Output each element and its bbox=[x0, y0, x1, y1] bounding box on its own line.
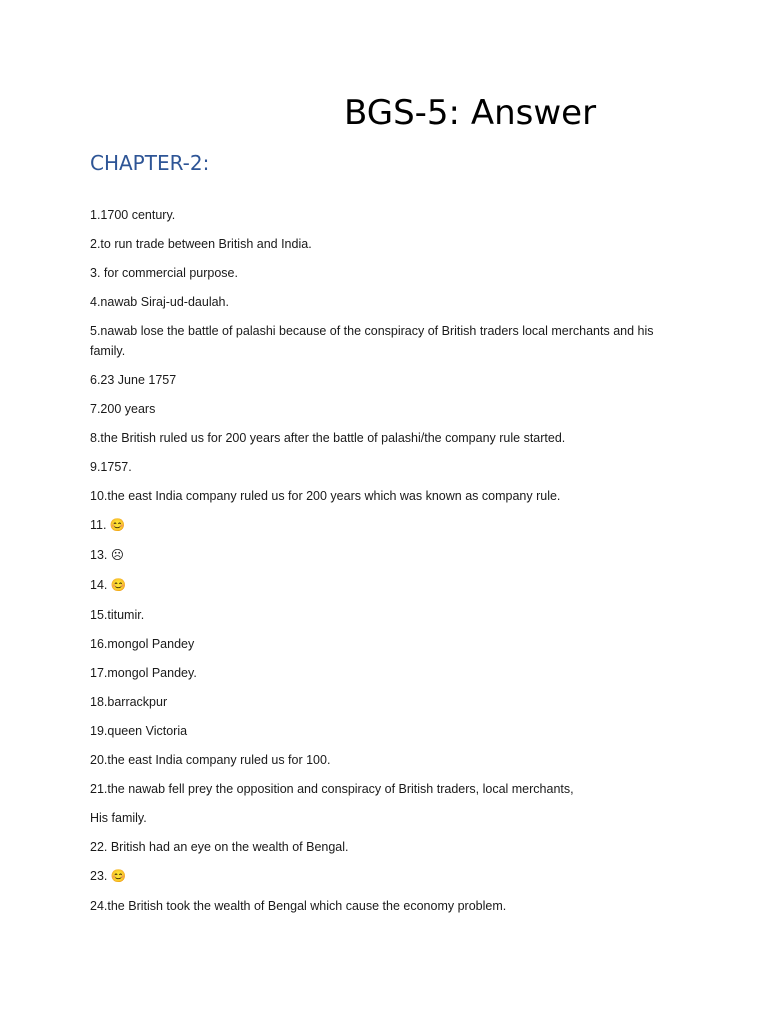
answer-item: 9.1757. bbox=[90, 460, 132, 474]
answer-item: 18.barrackpur bbox=[90, 695, 168, 709]
answer-item: 23. 😊 bbox=[90, 869, 127, 883]
document-title: BGS-5: Answer bbox=[344, 93, 597, 133]
answer-item: 16.mongol Pandey bbox=[90, 637, 195, 651]
answer-item: 3. for commercial purpose. bbox=[90, 266, 238, 280]
answer-item: 1.1700 century. bbox=[90, 208, 176, 222]
answer-item: 17.mongol Pandey. bbox=[90, 666, 197, 680]
answer-item: 6.23 June 1757 bbox=[90, 373, 177, 387]
answer-item: 14. 😊 bbox=[90, 578, 127, 592]
answer-item: 10.the east India company ruled us for 200 years which was known as company rule. bbox=[90, 489, 561, 503]
answer-item: 22. British had an eye on the wealth of Bengal. bbox=[90, 840, 349, 854]
answer-item: 2.to run trade between British and India. bbox=[90, 237, 312, 251]
answer-item: 21.the nawab fell prey the opposition and conspiracy of British traders, local merchants, bbox=[90, 782, 574, 796]
answer-item: 15.titumir. bbox=[90, 608, 145, 622]
answer-item: His family. bbox=[90, 811, 147, 825]
answer-item: 7.200 years bbox=[90, 402, 156, 416]
answer-item: 8.the British ruled us for 200 years after the battle of palashi/the company rule started. bbox=[90, 431, 566, 445]
answer-list bbox=[90, 205, 675, 925]
answer-item: 13. ☹ bbox=[90, 548, 124, 562]
answer-item: 19.queen Victoria bbox=[90, 724, 188, 738]
chapter-heading: CHAPTER-2: bbox=[90, 151, 210, 175]
answer-item: 11. 😊 bbox=[90, 518, 126, 532]
answer-item: 24.the British took the wealth of Bengal which cause the economy problem. bbox=[90, 899, 507, 913]
answer-item: 20.the east India company ruled us for 100. bbox=[90, 753, 331, 767]
answer-item: 4.nawab Siraj-ud-daulah. bbox=[90, 295, 229, 309]
answer-item: 5.nawab lose the battle of palashi because of the conspiracy of British traders local merchants and his family. bbox=[90, 324, 654, 358]
